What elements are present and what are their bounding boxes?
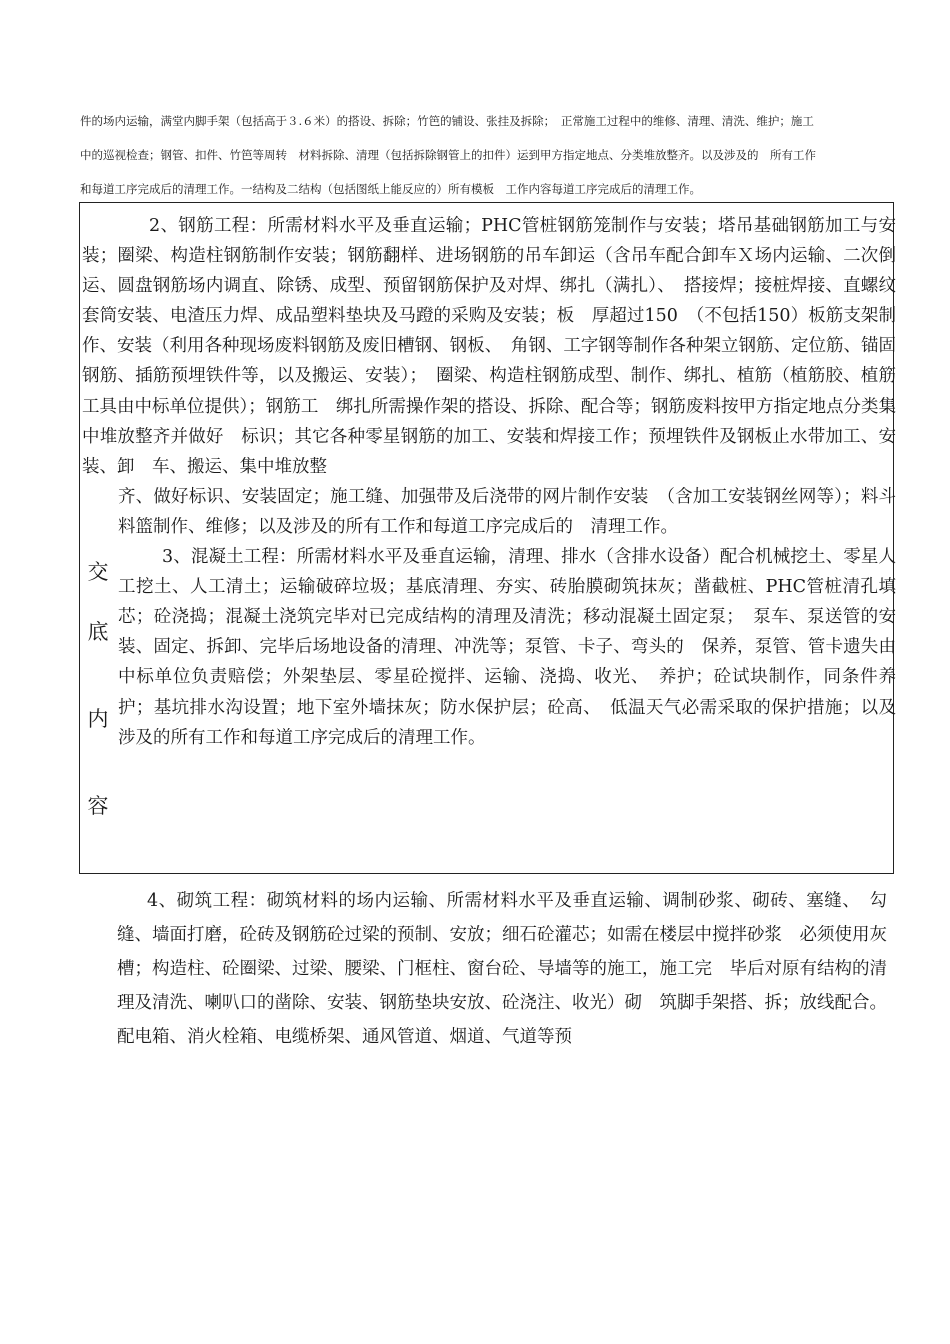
side-label-char: 容 [87, 794, 109, 818]
section-rebar-continued: 齐、做好标识、安装固定；施工缝、加强带及后浇带的网片制作安装 （含加工安装钢丝网等）；料斗料篮制作、维修；以及涉及的所有工作和每道工序完成后的 清理工作。 [118, 486, 896, 537]
side-label-char: 内 [87, 707, 109, 731]
side-label-char: 交 [87, 560, 109, 584]
top-line-1: 件的场内运输，满堂内脚手架（包括高于３.６米）的搭设、拆除；竹笆的铺设、张挂及拆除； 正常施工过程中的维修、清理、清洗、维护；施工 [80, 114, 814, 128]
disclosure-table [79, 202, 894, 874]
section-concrete: 3、混凝土工程：所需材料水平及垂直运输，清理、排水（含排水设备）配合机械挖土、零星人工挖土、人工清土；运输破碎垃圾；基底清理、夯实、砖胎膜砌筑抹灰；凿截桩、PHC管桩清孔填芯；砼浇捣；混凝土浇筑完毕对已完成结构的清理及清洗；移动混凝土固定泵； 泵车、泵送管的安装、固定、拆卸、完毕后场地设备的清理、冲洗等；泵管、卡子、弯头的 保养，泵管、管卡遗失由中标单位负责赔偿；外架垫层、零星砼搅拌、运输、浇捣、收光、 养护；砼试块制作，同条件养护；基坑排水沟设置；地下室外墙抹灰；防水保护层；砼高、 低温天气必需采取的保护措施；以及涉及的所有工作和每道工序完成后的清理工作。 [118, 547, 896, 748]
section-masonry-block [117, 884, 887, 1054]
side-label-char: 底 [87, 620, 109, 644]
section-masonry: 4、砌筑工程：砌筑材料的场内运输、所需材料水平及垂直运输、调制砂浆、砌砖、塞缝、 勾缝、墙面打磨，砼砖及钢筋砼过梁的预制、安放；细石砼灌芯；如需在楼层中搅拌砂浆 必须使用灰槽；构造柱、砼圈梁、过梁、腰梁、门框柱、窗台砼、导墙等的施工，施工完 毕后对原有结构的清理及清洗、喇叭口的凿除、安装、钢筋垫块安放、砼浇注、收光）砌 筑脚手架搭、拆；放线配合。配电箱、消火栓箱、电缆桥架、通风管道、烟道、气道等预 [117, 891, 887, 1047]
content-cell [82, 211, 896, 753]
top-line-2: 中的巡视检查；钢管、扣件、竹笆等周转 材料拆除、清理（包括拆除钢管上的扣件）运到甲方指定地点、分类堆放整齐。以及涉及的 所有工作 [80, 148, 816, 162]
top-paragraph [80, 104, 895, 206]
section-rebar: 2、钢筋工程：所需材料水平及垂直运输；PHC管桩钢筋笼制作与安装；塔吊基础钢筋加工与安装；圈梁、构造柱钢筋制作安装；钢筋翻样、进场钢筋的吊车卸运（含吊车配合卸车Ｘ场内运输、二次倒运、圆盘钢筋场内调直、除锈、成型、预留钢筋保护及对焊、绑扎（满扎）、 搭接焊；接桩焊接、直螺纹套筒安装、电渣压力焊、成品塑料垫块及马蹬的采购及安装；板 厚超过150 （不包括150）板筋支架制作、安装（利用各种现场废料钢筋及废旧槽钢、钢板、 角钢、工字钢等制作各种架立钢筋、定位筋、锚固钢筋、插筋预埋铁件等，以及搬运、安装）； 圈梁、构造柱钢筋成型、制作、绑扎、植筋（植筋胶、植筋工具由中标单位提供）；钢筋工 绑扎所需操作架的搭设、拆除、配合等；钢筋废料按甲方指定地点分类集中堆放整齐并做好 标识；其它各种零星钢筋的加工、安装和焊接工作；预埋铁件及钢板止水带加工、安装、卸 车、搬运、集中堆放整 [82, 216, 896, 477]
top-line-3: 和每道工序完成后的清理工作。一结构及二结构（包括图纸上能反应的）所有模板 工作内容每道工序完成后的清理工作。 [80, 182, 701, 196]
